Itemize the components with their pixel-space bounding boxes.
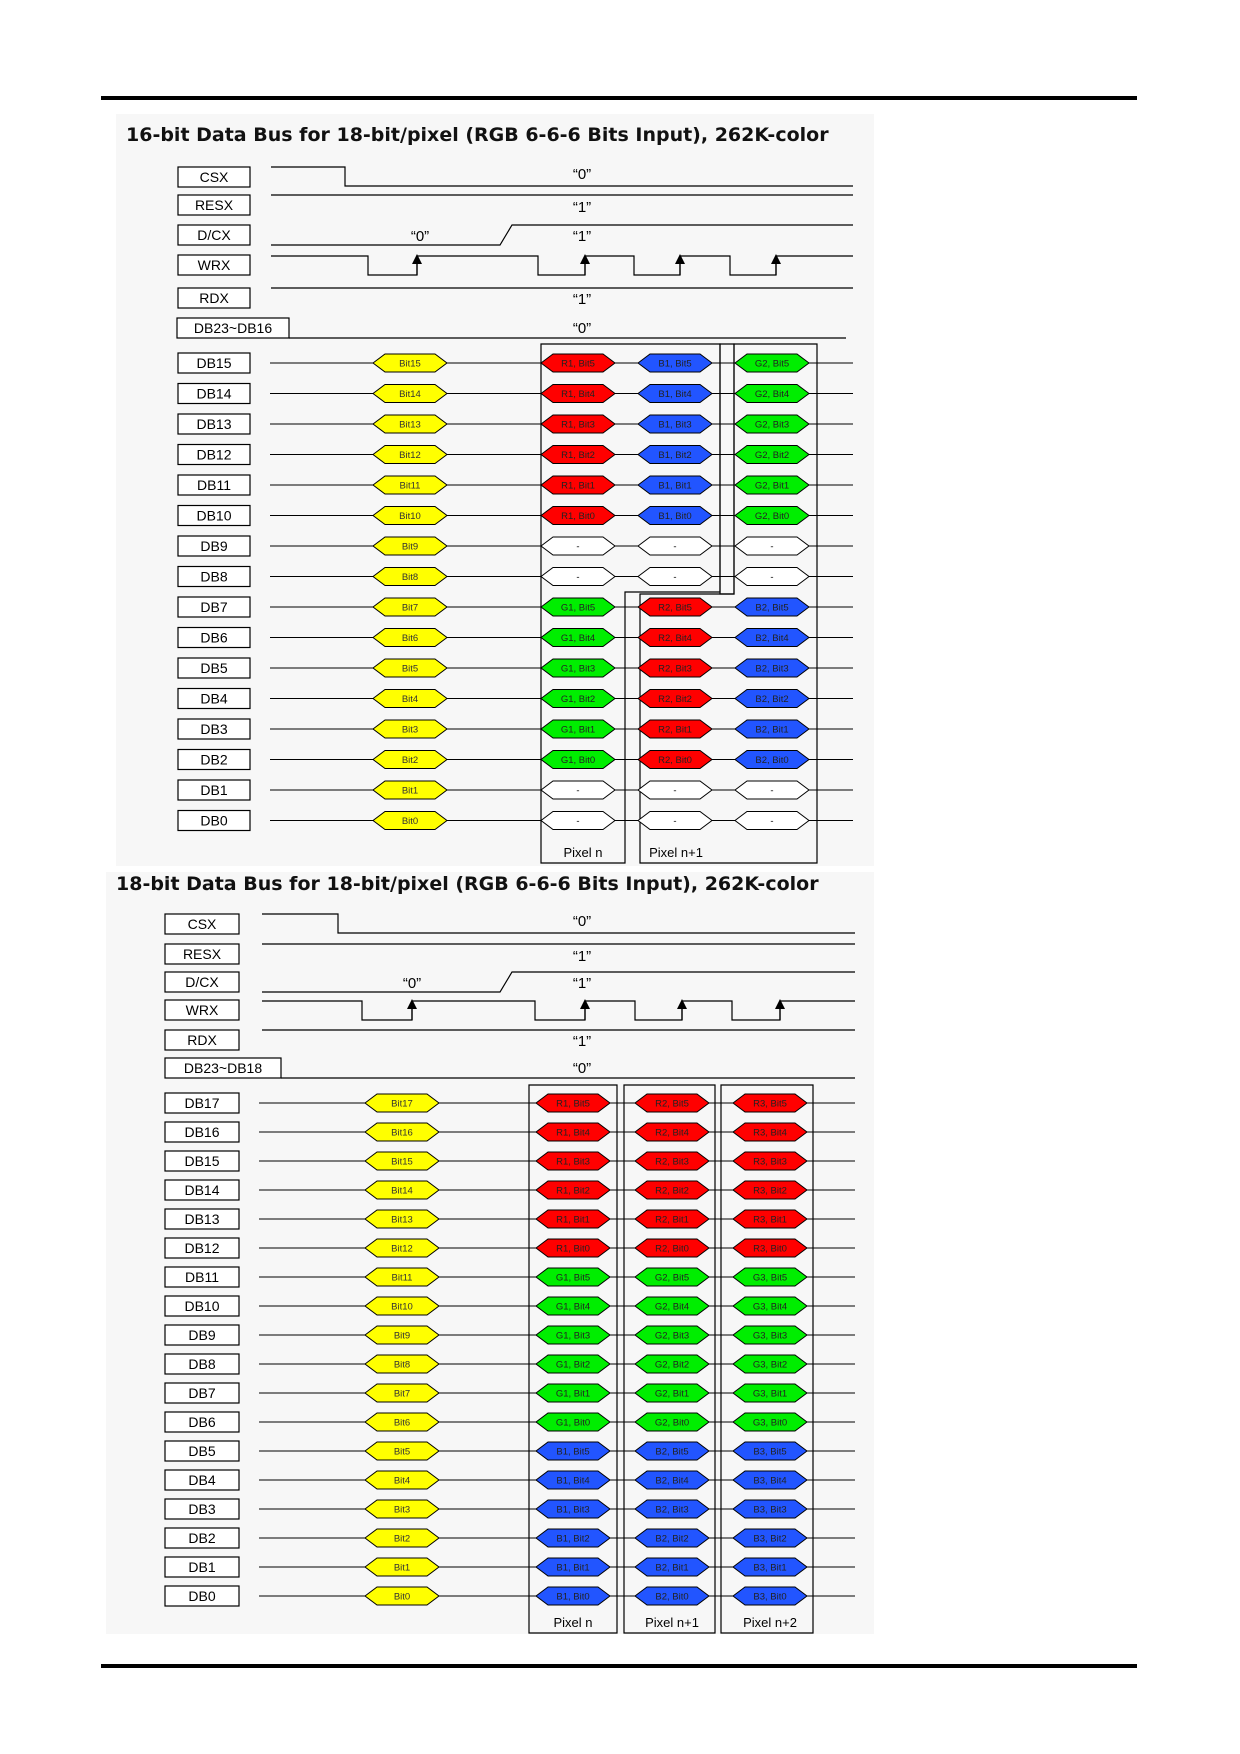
- pixel-data-label: G1, Bit4: [555, 1301, 591, 1313]
- pixel-data-label: G1, Bit2: [555, 1359, 591, 1371]
- pixel-data-label: G1, Bit2: [560, 694, 596, 705]
- pixel-data-label: R3, Bit0: [753, 1243, 787, 1255]
- command-bit-label: Bit4: [401, 694, 419, 705]
- pixel-data-label: B2, Bit1: [755, 724, 789, 736]
- pixel-data-label: B1, Bit5: [556, 1446, 590, 1458]
- command-bit-label: Bit12: [391, 1243, 413, 1255]
- signal-label-dcx: D/CX: [197, 227, 231, 243]
- command-bit-label: Bit6: [401, 633, 419, 644]
- data-line-label: DB15: [184, 1153, 220, 1169]
- data-line-label: DB2: [188, 1530, 216, 1546]
- pixel-data-label: R3, Bit3: [753, 1156, 787, 1168]
- pixel-data-label: -: [770, 572, 774, 583]
- signal-label-resx: RESX: [182, 946, 222, 962]
- wrx-waveform: [262, 1001, 855, 1020]
- command-bit-label: Bit16: [391, 1127, 413, 1139]
- pixel-data-label: B2, Bit3: [755, 663, 789, 675]
- signal-label-rdx: RDX: [187, 1032, 217, 1048]
- signal-label-wrx: WRX: [197, 257, 231, 273]
- command-bit-label: Bit13: [399, 419, 421, 431]
- command-bit-label: Bit11: [391, 1272, 413, 1284]
- pixel-data-label: G2, Bit3: [654, 1330, 690, 1342]
- data-line-label: DB12: [184, 1240, 220, 1256]
- data-line-label: DB15: [196, 355, 232, 371]
- command-bit-label: Bit8: [393, 1359, 411, 1371]
- pixel-data-label: R1, Bit1: [561, 480, 595, 492]
- command-bit-label: Bit6: [393, 1417, 411, 1429]
- pixel-data-label: G3, Bit4: [752, 1301, 788, 1313]
- pixel-label-2: Pixel n+1: [645, 1615, 699, 1630]
- pixel-data-label: R2, Bit2: [658, 694, 692, 705]
- pixel-label-1: Pixel n: [563, 845, 603, 860]
- command-bit-label: Bit13: [391, 1214, 413, 1226]
- signal-label-csx: CSX: [187, 916, 217, 932]
- pixel-label-1: Pixel n: [553, 1615, 593, 1630]
- data-line-label: DB2: [200, 751, 228, 768]
- pixel-data-label: -: [576, 816, 580, 827]
- pixel-data-label: G2, Bit0: [754, 511, 790, 522]
- pixel-data-label: G2, Bit5: [754, 358, 790, 370]
- pixel-data-label: B1, Bit3: [658, 419, 692, 431]
- pixel-data-label: R1, Bit2: [556, 1185, 590, 1197]
- command-bit-label: Bit9: [401, 541, 419, 553]
- pixel-data-label: B3, Bit4: [753, 1475, 787, 1487]
- pixel-data-label: B1, Bit0: [658, 511, 692, 522]
- csx-value: “0”: [572, 913, 592, 930]
- data-line-label: DB12: [196, 446, 232, 463]
- data-line-label: DB9: [188, 1327, 216, 1343]
- pixel-data-label: R3, Bit1: [753, 1214, 787, 1226]
- data-line-label: DB5: [188, 1443, 216, 1459]
- command-bit-label: Bit15: [399, 358, 421, 370]
- data-line-label: DB3: [200, 721, 228, 737]
- pixel-data-label: G1, Bit1: [560, 724, 596, 736]
- pixel-data-label: B2, Bit0: [655, 1591, 689, 1603]
- data-line-label: DB6: [200, 629, 228, 646]
- command-bit-label: Bit7: [393, 1388, 411, 1400]
- pixel-data-label: G2, Bit5: [654, 1272, 690, 1284]
- pixel-data-label: G2, Bit2: [654, 1359, 690, 1371]
- pixel-data-label: B1, Bit4: [658, 389, 692, 400]
- data-line-label: DB14: [196, 385, 232, 402]
- pixel-data-label: G2, Bit1: [654, 1388, 690, 1400]
- data-line-label: DB7: [188, 1385, 216, 1401]
- dcx-waveform: [271, 225, 853, 245]
- pixel-data-label: R1, Bit3: [556, 1156, 590, 1168]
- command-bit-label: Bit14: [399, 389, 421, 400]
- pixel-data-label: B2, Bit5: [755, 602, 789, 614]
- data-line-label: DB4: [188, 1472, 216, 1488]
- data-line-label: DB7: [200, 599, 228, 615]
- pixel-data-label: B2, Bit0: [755, 755, 789, 766]
- dcx-waveform: [262, 972, 855, 992]
- pixel-data-label: B2, Bit1: [655, 1562, 689, 1574]
- pixel-data-label: -: [673, 816, 677, 827]
- dcx-value-low: “0”: [402, 975, 422, 992]
- timing-diagram-16bit: [0, 150, 1240, 870]
- pixel-data-label: R2, Bit5: [655, 1098, 689, 1110]
- command-bit-label: Bit17: [391, 1098, 413, 1110]
- pixel-data-label: G2, Bit4: [754, 389, 790, 400]
- pixel-data-label: -: [576, 785, 580, 797]
- command-bit-label: Bit4: [393, 1475, 411, 1487]
- pixel-data-label: R1, Bit4: [556, 1127, 590, 1139]
- pixel-data-label: G2, Bit2: [754, 450, 790, 461]
- pixel-data-label: B2, Bit4: [755, 633, 789, 644]
- csx-waveform: [271, 167, 853, 186]
- pixel-frame-3: [720, 344, 734, 594]
- command-bit-label: Bit5: [401, 663, 419, 675]
- data-line-label: DB8: [200, 568, 228, 585]
- pixel-data-label: B1, Bit2: [658, 450, 692, 461]
- data-line-label: DB17: [184, 1095, 220, 1111]
- pixel-data-label: -: [770, 816, 774, 827]
- data-line-label: DB0: [188, 1588, 216, 1604]
- signal-label-rdx: RDX: [199, 290, 229, 306]
- pixel-data-label: R2, Bit4: [655, 1127, 689, 1139]
- pixel-data-label: B2, Bit3: [655, 1504, 689, 1516]
- pixel-data-label: -: [770, 785, 774, 797]
- diagram-title-1: 16-bit Data Bus for 18-bit/pixel (RGB 6-6-6 Bits Input), 262K-color: [126, 124, 829, 146]
- pixel-data-label: G2, Bit3: [754, 419, 790, 431]
- pixel-data-label: G2, Bit1: [754, 480, 790, 492]
- top-rule: [101, 96, 1137, 100]
- pixel-data-label: B3, Bit0: [753, 1591, 787, 1603]
- command-bit-label: Bit10: [399, 511, 421, 522]
- csx-value: “0”: [572, 166, 592, 183]
- pixel-data-label: R1, Bit5: [561, 358, 595, 370]
- command-bit-label: Bit0: [393, 1591, 411, 1603]
- data-line-label: DB5: [200, 660, 228, 676]
- pixel-data-label: G2, Bit0: [654, 1417, 690, 1429]
- dcx-value-high: “1”: [572, 975, 592, 992]
- csx-waveform: [262, 914, 855, 933]
- pixel-data-label: G1, Bit0: [560, 755, 596, 766]
- signal-label-resx: RESX: [194, 197, 234, 213]
- command-bit-label: Bit7: [401, 602, 419, 614]
- rdx-value: “1”: [572, 1033, 592, 1050]
- unused-bus-value: “0”: [572, 1060, 592, 1077]
- command-bit-label: Bit8: [401, 572, 419, 583]
- pixel-data-label: R2, Bit0: [658, 755, 692, 766]
- pixel-data-label: B1, Bit1: [658, 480, 692, 492]
- pixel-data-label: G3, Bit1: [752, 1388, 788, 1400]
- pixel-data-label: B1, Bit0: [556, 1591, 590, 1603]
- rdx-value: “1”: [572, 291, 592, 308]
- pixel-data-label: R2, Bit1: [655, 1214, 689, 1226]
- pixel-data-label: B2, Bit4: [655, 1475, 689, 1487]
- unused-bus-value: “0”: [572, 320, 592, 337]
- pixel-data-label: G1, Bit5: [555, 1272, 591, 1284]
- pixel-data-label: G1, Bit0: [555, 1417, 591, 1429]
- pixel-data-label: R2, Bit0: [655, 1243, 689, 1255]
- pixel-data-label: R2, Bit3: [655, 1156, 689, 1168]
- command-bit-label: Bit9: [393, 1330, 411, 1342]
- command-bit-label: Bit2: [401, 755, 419, 766]
- signal-label-unused: DB23~DB18: [183, 1060, 263, 1076]
- command-bit-label: Bit3: [401, 724, 419, 736]
- pixel-data-label: R1, Bit5: [556, 1098, 590, 1110]
- pixel-data-label: B1, Bit5: [658, 358, 692, 370]
- signal-label-dcx: D/CX: [185, 974, 219, 990]
- pixel-data-label: R2, Bit3: [658, 663, 692, 675]
- data-line-label: DB11: [197, 477, 231, 493]
- pixel-data-label: G1, Bit5: [560, 602, 596, 614]
- diagram-title-2: 18-bit Data Bus for 18-bit/pixel (RGB 6-6-6 Bits Input), 262K-color: [116, 873, 819, 895]
- command-bit-label: Bit1: [401, 785, 419, 797]
- command-bit-label: Bit3: [393, 1504, 411, 1516]
- pixel-data-label: R2, Bit5: [658, 602, 692, 614]
- command-bit-label: Bit10: [391, 1301, 413, 1313]
- pixel-data-label: R3, Bit4: [753, 1127, 787, 1139]
- data-line-label: DB11: [185, 1269, 219, 1285]
- pixel-data-label: G1, Bit4: [560, 633, 596, 644]
- pixel-data-label: -: [673, 541, 677, 553]
- pixel-data-label: R3, Bit2: [753, 1185, 787, 1197]
- resx-value: “1”: [572, 199, 592, 216]
- pixel-data-label: B3, Bit3: [753, 1504, 787, 1516]
- data-line-label: DB6: [188, 1414, 216, 1430]
- pixel-data-label: G3, Bit2: [752, 1359, 788, 1371]
- pixel-data-label: R1, Bit0: [556, 1243, 590, 1255]
- command-bit-label: Bit5: [393, 1446, 411, 1458]
- command-bit-label: Bit15: [391, 1156, 413, 1168]
- data-line-label: DB1: [188, 1559, 216, 1575]
- command-bit-label: Bit12: [399, 450, 421, 461]
- data-line-label: DB4: [200, 690, 228, 707]
- pixel-data-label: R1, Bit2: [561, 450, 595, 461]
- pixel-data-label: B2, Bit2: [755, 694, 789, 705]
- bottom-rule: [101, 1664, 1137, 1668]
- data-line-label: DB0: [200, 812, 228, 829]
- data-line-label: DB13: [196, 416, 232, 432]
- signal-label-unused: DB23~DB16: [193, 320, 273, 336]
- pixel-label-3: Pixel n+2: [743, 1615, 797, 1630]
- pixel-data-label: R2, Bit1: [658, 724, 692, 736]
- pixel-data-label: -: [770, 541, 774, 553]
- data-line-label: DB8: [188, 1356, 216, 1372]
- pixel-data-label: -: [576, 541, 580, 553]
- dcx-value-high: “1”: [572, 228, 592, 245]
- pixel-data-label: B3, Bit2: [753, 1533, 787, 1545]
- wrx-waveform: [271, 256, 853, 275]
- data-line-label: DB16: [184, 1124, 220, 1140]
- pixel-data-label: G1, Bit1: [555, 1388, 591, 1400]
- pixel-data-label: -: [673, 785, 677, 797]
- data-line-label: DB10: [196, 507, 232, 524]
- pixel-data-label: B1, Bit3: [556, 1504, 590, 1516]
- timing-diagram-18bit: [0, 900, 1240, 1650]
- command-bit-label: Bit14: [391, 1185, 413, 1197]
- data-line-label: DB13: [184, 1211, 220, 1227]
- pixel-data-label: R3, Bit5: [753, 1098, 787, 1110]
- pixel-data-label: B2, Bit2: [655, 1533, 689, 1545]
- pixel-data-label: G1, Bit3: [560, 663, 596, 675]
- pixel-data-label: R2, Bit2: [655, 1185, 689, 1197]
- pixel-data-label: R2, Bit4: [658, 633, 692, 644]
- command-bit-label: Bit1: [393, 1562, 411, 1574]
- signal-label-wrx: WRX: [185, 1002, 219, 1018]
- pixel-data-label: G3, Bit0: [752, 1417, 788, 1429]
- pixel-label-2: Pixel n+1: [649, 845, 703, 860]
- pixel-data-label: G3, Bit5: [752, 1272, 788, 1284]
- pixel-data-label: R1, Bit0: [561, 511, 595, 522]
- pixel-data-label: G2, Bit4: [654, 1301, 690, 1313]
- pixel-data-label: B1, Bit4: [556, 1475, 590, 1487]
- data-line-label: DB3: [188, 1501, 216, 1517]
- data-line-label: DB9: [200, 538, 228, 554]
- pixel-data-label: R1, Bit4: [561, 389, 595, 400]
- pixel-data-label: B3, Bit1: [753, 1562, 787, 1574]
- dcx-value-low: “0”: [410, 228, 430, 245]
- data-line-label: DB10: [184, 1298, 220, 1314]
- pixel-data-label: B3, Bit5: [753, 1446, 787, 1458]
- data-line-label: DB1: [200, 782, 228, 798]
- pixel-data-label: R1, Bit1: [556, 1214, 590, 1226]
- data-line-label: DB14: [184, 1182, 220, 1198]
- pixel-data-label: B2, Bit5: [655, 1446, 689, 1458]
- pixel-data-label: G3, Bit3: [752, 1330, 788, 1342]
- command-bit-label: Bit0: [401, 816, 419, 827]
- command-bit-label: Bit11: [399, 480, 421, 492]
- pixel-data-label: -: [576, 572, 580, 583]
- pixel-data-label: G1, Bit3: [555, 1330, 591, 1342]
- pixel-data-label: -: [673, 572, 677, 583]
- command-bit-label: Bit2: [393, 1533, 411, 1545]
- pixel-data-label: R1, Bit3: [561, 419, 595, 431]
- resx-value: “1”: [572, 948, 592, 965]
- signal-label-csx: CSX: [199, 169, 229, 185]
- pixel-data-label: B1, Bit1: [556, 1562, 590, 1574]
- pixel-data-label: B1, Bit2: [556, 1533, 590, 1545]
